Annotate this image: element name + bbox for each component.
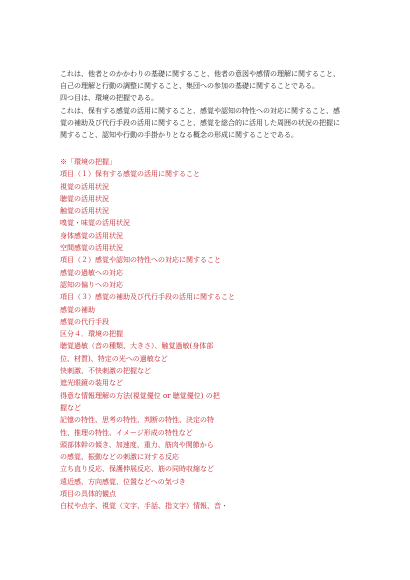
intro-line: 四つ目は、環境の把握である。	[60, 94, 158, 103]
list-item: 視覚の活用状況	[60, 182, 109, 191]
environment-list	[60, 156, 360, 513]
list-item: 区分４．環境の把握	[60, 330, 123, 339]
list-item: 触覚の活用状況	[60, 207, 109, 216]
list-item: の感覚、振動などの刺激に対する反応	[60, 453, 179, 462]
list-item: 感覚の過敏への対応	[60, 268, 123, 277]
list-item: 項目（１）保有する感覚の活用に関すること	[60, 170, 200, 179]
list-item: 項目（２）感覚や認知の特性への対応に関すること	[60, 256, 221, 265]
list-item: 聴覚の活用状況	[60, 194, 109, 203]
list-item: 項目（３）感覚の補助及び代行手段の活用に関すること	[60, 293, 235, 302]
intro-line: 自己の理解と行動の調整に関すること、集団への参加の基礎に関することである。	[60, 82, 319, 91]
list-item: 嗅覚・味覚の活用状況	[60, 219, 130, 228]
intro-line: これは、保有する感覚の活用に関すること、感覚や認知の特性への対応に関すること、感	[60, 106, 340, 115]
section-heading: ※「環境の把握」	[60, 158, 116, 166]
intro-line: 覚の補助及び代行手段の活用に関すること、感覚を総合的に活用した周囲の状況の把握に	[60, 118, 340, 127]
list-item: 立ち直り反応、保護伸展反応、筋の同時収縮など	[60, 465, 214, 474]
list-item: 認知の偏りへの対応	[60, 280, 123, 289]
list-item: 遮光眼鏡の装用など	[60, 379, 123, 388]
list-item: 記憶の特性、思考の特性、判断の特性、決定の特	[60, 416, 214, 425]
list-item: 白杖や点字、視覚（文字、手話、指文字）情報、音・	[60, 502, 228, 511]
list-item: 位、材質)、特定の光への過敏など	[60, 354, 168, 363]
list-item: 感覚の補助	[60, 305, 95, 314]
list-item: 身体感覚の活用状況	[60, 231, 123, 240]
list-item: 聴覚過敏（音の種類、大きさ）、触覚過敏(身体部	[60, 342, 214, 351]
list-item: 遠近感、方向感覚、位置などへの気づき	[60, 477, 186, 486]
list-item: 握など	[60, 403, 81, 412]
list-item: 快刺激、不快刺激の把握など	[60, 367, 151, 376]
intro-line: 関すること、認知や行動の手掛かりとなる概念の形成に関することである。	[60, 131, 298, 140]
intro-line: これは、他者とのかかわりの基礎に関すること、他者の意図や感情の理解に関すること、	[60, 70, 340, 78]
list-item: 得意な情報理解の方法(視覚優位 or 聴覚優位) の把	[60, 391, 220, 400]
list-item: 性、推理の特性、イメージ形成の特性など	[60, 428, 193, 437]
list-item: 感覚の代行手段	[60, 317, 109, 326]
list-item: 項目の具体的観点	[60, 490, 116, 499]
intro-paragraph	[60, 68, 360, 141]
list-item: 頭部体幹の傾き、加速度、重力、筋肉や関節から	[60, 440, 214, 449]
list-item: 空間感覚の活用状況	[60, 244, 123, 253]
